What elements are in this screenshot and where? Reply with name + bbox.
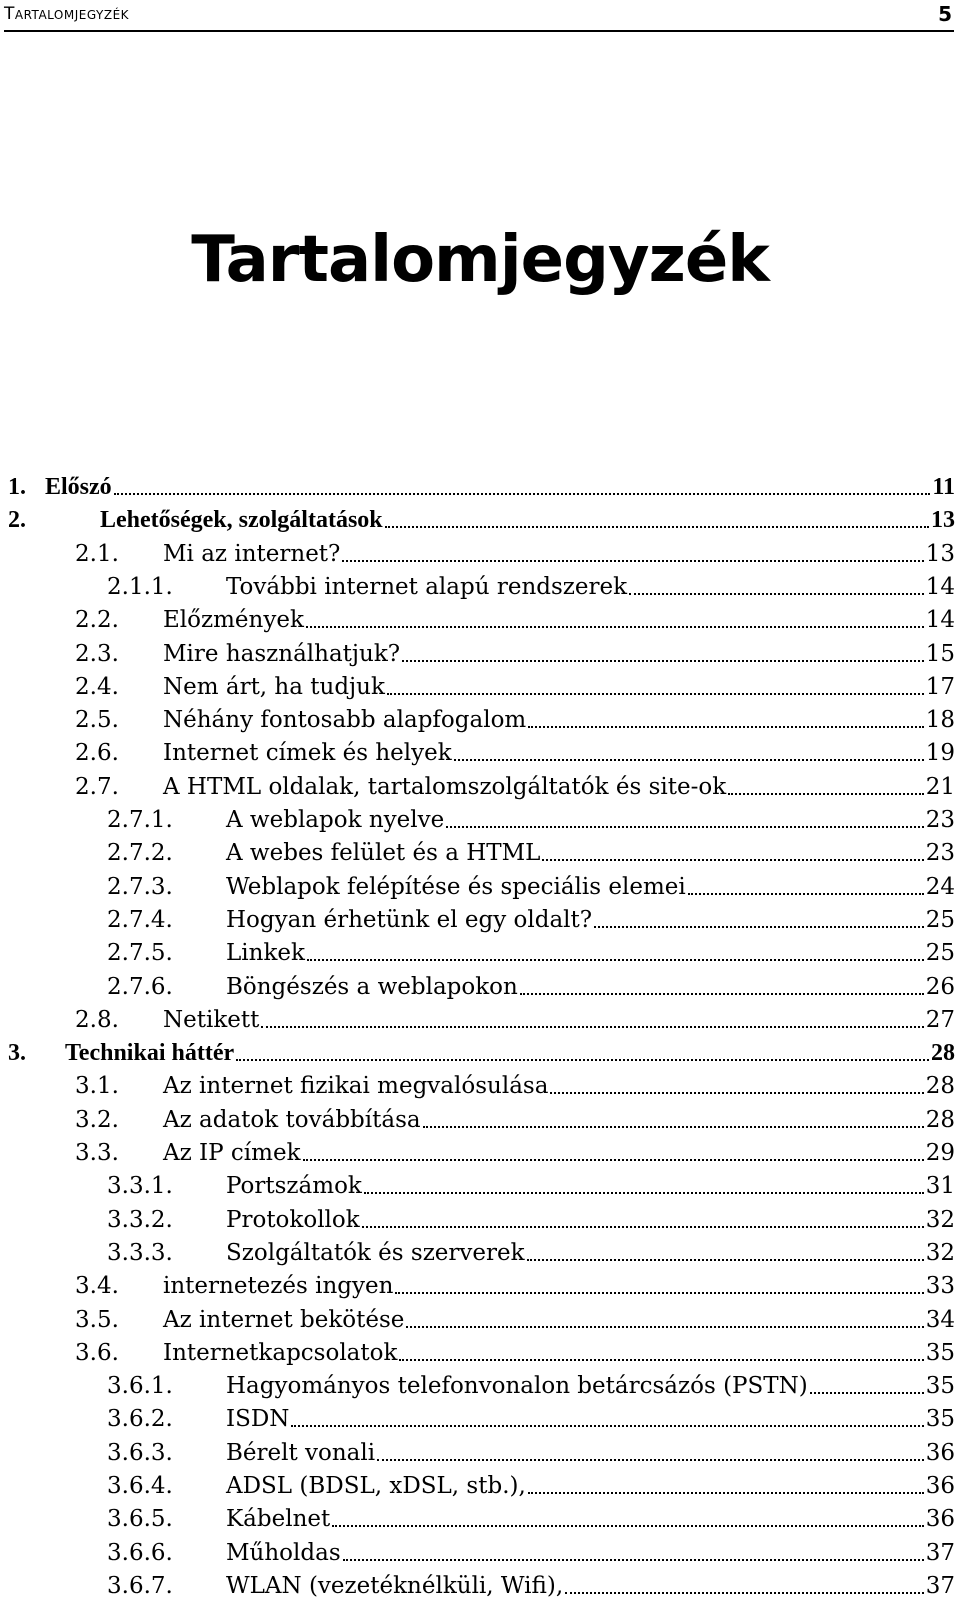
toc-entry-page: 17 bbox=[925, 673, 955, 700]
toc-dot-leader bbox=[550, 1092, 923, 1094]
toc-entry-number: 3.3.3. bbox=[107, 1239, 173, 1266]
toc-entry-title: Hogyan érhetünk el egy oldalt? bbox=[226, 906, 593, 933]
toc-entry-number: 3.6.7. bbox=[107, 1572, 173, 1599]
toc-entry-page: 19 bbox=[925, 740, 955, 767]
toc-entry-number: 2.3. bbox=[75, 640, 119, 667]
toc-dot-leader bbox=[362, 1226, 924, 1228]
toc-entry-number: 2. bbox=[8, 507, 26, 534]
toc-entry-title: Weblapok felépítése és speciális elemei bbox=[226, 873, 686, 900]
toc-entry-page: 25 bbox=[925, 906, 955, 933]
toc-entry[interactable] bbox=[75, 670, 955, 704]
toc-entry-number: 3.6.4. bbox=[107, 1473, 173, 1499]
toc-entry[interactable] bbox=[107, 803, 955, 837]
toc-entry-number: 2.2. bbox=[75, 607, 119, 634]
toc-entry[interactable] bbox=[107, 1236, 955, 1270]
toc-dot-leader bbox=[527, 1259, 924, 1261]
toc-entry-page: 14 bbox=[925, 607, 955, 634]
toc-entry[interactable] bbox=[8, 470, 955, 504]
toc-entry-page: 28 bbox=[925, 1106, 955, 1133]
toc-entry[interactable] bbox=[107, 1169, 955, 1203]
toc-entry[interactable] bbox=[107, 1369, 955, 1403]
toc-dot-leader bbox=[594, 926, 924, 928]
toc-entry[interactable] bbox=[75, 770, 955, 804]
toc-entry-number: 2.6. bbox=[75, 740, 119, 767]
toc-dot-leader bbox=[728, 793, 924, 795]
toc-entry[interactable] bbox=[75, 736, 955, 770]
toc-dot-leader bbox=[446, 826, 924, 828]
toc-dot-leader bbox=[399, 1359, 923, 1361]
toc-dot-leader bbox=[291, 1425, 923, 1427]
toc-entry-page: 32 bbox=[925, 1239, 955, 1266]
toc-entry[interactable] bbox=[107, 936, 955, 970]
toc-dot-leader bbox=[306, 626, 924, 628]
toc-dot-leader bbox=[810, 1392, 924, 1394]
toc-entry-number: 3.1. bbox=[75, 1073, 119, 1100]
toc-entry[interactable] bbox=[8, 1036, 955, 1070]
toc-entry-number: 3.4. bbox=[75, 1273, 119, 1300]
toc-entry-title: A webes felület és a HTML bbox=[226, 840, 541, 867]
toc-dot-leader bbox=[377, 1459, 924, 1461]
toc-entry-title: Az internet bekötése bbox=[163, 1306, 405, 1333]
toc-entry-title: internetezés ingyen bbox=[163, 1273, 394, 1300]
toc-dot-leader bbox=[364, 1192, 924, 1194]
toc-entry-page: 37 bbox=[925, 1572, 955, 1599]
toc-entry[interactable] bbox=[75, 1003, 955, 1037]
toc-entry-number: 2.1.1. bbox=[107, 573, 173, 600]
toc-entry[interactable] bbox=[107, 1469, 955, 1503]
toc-entry-title: Technikai háttér bbox=[65, 1040, 235, 1067]
toc-entry-number: 3.3.2. bbox=[107, 1206, 173, 1233]
toc-dot-leader bbox=[402, 660, 924, 662]
toc-dot-leader bbox=[307, 959, 924, 961]
toc-dot-leader bbox=[629, 593, 924, 595]
toc-entry-page: 35 bbox=[925, 1406, 955, 1433]
toc-entry-page: 23 bbox=[925, 840, 955, 867]
toc-entry-title: Böngészés a weblapokon bbox=[226, 973, 518, 1000]
toc-entry-number: 2.7.4. bbox=[107, 906, 173, 933]
toc-dot-leader bbox=[542, 859, 923, 861]
toc-entry-title: Protokollok bbox=[226, 1206, 360, 1233]
toc-entry-page: 36 bbox=[925, 1439, 955, 1466]
toc-dot-leader bbox=[385, 526, 929, 528]
toc-entry[interactable] bbox=[107, 836, 955, 870]
toc-entry-page: 26 bbox=[925, 973, 955, 1000]
toc-dot-leader bbox=[520, 993, 924, 995]
toc-dot-leader bbox=[261, 1026, 923, 1028]
toc-entry-number: 3.2. bbox=[75, 1106, 119, 1133]
toc-entry-page: 24 bbox=[925, 873, 955, 900]
toc-entry-title: Linkek bbox=[226, 940, 305, 967]
page-title: Tartalomjegyzék bbox=[191, 223, 769, 297]
toc-entry-number: 2.5. bbox=[75, 707, 119, 734]
toc-entry-page: 36 bbox=[925, 1506, 955, 1533]
toc-dot-leader bbox=[343, 1559, 924, 1561]
toc-entry-number: 3.6.1. bbox=[107, 1373, 173, 1400]
toc-entry-number: 3.6. bbox=[75, 1339, 119, 1366]
toc-entry-number: 3.6.6. bbox=[107, 1539, 173, 1566]
toc-entry[interactable] bbox=[75, 1336, 955, 1370]
running-header-page-number: 5 bbox=[938, 2, 952, 26]
toc-dot-leader bbox=[423, 1126, 924, 1128]
toc-entry-number: 3.3.1. bbox=[107, 1173, 173, 1200]
toc-entry-number: 2.7.6. bbox=[107, 973, 173, 1000]
toc-dot-leader bbox=[236, 1059, 929, 1061]
toc-entry-title: Műholdas bbox=[226, 1539, 341, 1566]
toc-entry[interactable] bbox=[107, 1436, 955, 1470]
toc-entry[interactable] bbox=[75, 1136, 955, 1170]
toc-dot-leader bbox=[528, 1492, 924, 1494]
toc-entry-title: Az internet fizikai megvalósulása bbox=[163, 1073, 549, 1100]
toc-entry-page: 37 bbox=[925, 1539, 955, 1566]
toc-entry-number: 3. bbox=[8, 1040, 26, 1067]
toc-entry-title: Mi az internet? bbox=[163, 540, 341, 567]
toc-dot-leader bbox=[688, 893, 924, 895]
toc-entry-page: 28 bbox=[925, 1073, 955, 1100]
toc-entry-page: 29 bbox=[925, 1140, 955, 1166]
toc-entry-number: 2.7.5. bbox=[107, 940, 173, 967]
toc-dot-leader bbox=[342, 560, 923, 562]
toc-dot-leader bbox=[454, 759, 924, 761]
toc-entry-page: 27 bbox=[925, 1006, 955, 1033]
toc-entry-number: 2.7.3. bbox=[107, 873, 173, 900]
toc-entry-title: Internet címek és helyek bbox=[163, 740, 452, 767]
toc-entry[interactable] bbox=[75, 603, 955, 637]
toc-entry-page: 21 bbox=[925, 773, 955, 800]
toc-dot-leader bbox=[395, 1292, 923, 1294]
toc-entry[interactable] bbox=[75, 1269, 955, 1303]
toc-entry-title: WLAN (vezetéknélküli, Wifi), bbox=[226, 1572, 564, 1599]
toc-entry[interactable] bbox=[75, 1103, 955, 1137]
toc-entry[interactable] bbox=[107, 1203, 955, 1237]
toc-entry[interactable] bbox=[107, 1536, 955, 1570]
toc-dot-leader bbox=[406, 1326, 923, 1328]
toc-entry-title: Az IP címek bbox=[163, 1140, 301, 1166]
toc-dot-leader bbox=[387, 693, 924, 695]
toc-entry-page: 15 bbox=[925, 640, 955, 667]
toc-entry-page: 31 bbox=[925, 1173, 955, 1200]
toc-entry-title: Netikett bbox=[163, 1006, 260, 1033]
toc-entry[interactable] bbox=[107, 1569, 955, 1603]
running-header-title: Tartalomjegyzék bbox=[4, 4, 130, 24]
toc-entry-title: Mire használhatjuk? bbox=[163, 640, 401, 667]
toc-entry-number: 2.7.2. bbox=[107, 840, 173, 867]
toc-entry-page: 23 bbox=[925, 807, 955, 833]
toc-entry-title: Előszó bbox=[45, 474, 112, 500]
toc-dot-leader bbox=[332, 1525, 923, 1527]
toc-entry[interactable] bbox=[75, 1069, 955, 1103]
toc-entry-title: ADSL (BDSL, xDSL, stb.), bbox=[226, 1473, 526, 1499]
toc-entry-number: 3.6.5. bbox=[107, 1506, 173, 1533]
toc-entry-title: A weblapok nyelve bbox=[226, 807, 445, 833]
toc-entry-title: Nem árt, ha tudjuk bbox=[163, 673, 385, 700]
toc-entry-title: További internet alapú rendszerek bbox=[226, 573, 628, 600]
toc-entry-number: 2.7.1. bbox=[107, 807, 173, 833]
toc-entry-page: 36 bbox=[925, 1473, 955, 1499]
toc-entry[interactable] bbox=[107, 1402, 955, 1436]
toc-entry-page: 11 bbox=[932, 474, 955, 500]
running-header bbox=[4, 2, 954, 32]
toc-entry[interactable] bbox=[75, 637, 955, 671]
toc-entry[interactable] bbox=[75, 703, 955, 737]
toc-entry-title: Kábelnet bbox=[226, 1506, 331, 1533]
toc-entry-title: Néhány fontosabb alapfogalom bbox=[163, 707, 527, 734]
toc-entry-title: A HTML oldalak, tartalomszolgáltatók és site-ok bbox=[163, 773, 727, 800]
toc-entry-title: Portszámok bbox=[226, 1173, 362, 1200]
toc-entry-number: 2.7. bbox=[75, 773, 119, 800]
toc-entry[interactable] bbox=[107, 970, 955, 1004]
toc-entry-number: 1. bbox=[8, 474, 26, 500]
toc-dot-leader bbox=[114, 493, 931, 495]
toc-entry[interactable] bbox=[75, 1303, 955, 1337]
toc-entry-page: 13 bbox=[925, 540, 955, 567]
toc-entry-page: 35 bbox=[925, 1373, 955, 1400]
toc-entry-number: 2.8. bbox=[75, 1006, 119, 1033]
toc-entry[interactable] bbox=[75, 537, 955, 571]
toc-entry-page: 14 bbox=[925, 573, 955, 600]
toc-entry-number: 3.3. bbox=[75, 1140, 119, 1166]
toc-entry-page: 34 bbox=[925, 1306, 955, 1333]
toc-entry-title: Szolgáltatók és szerverek bbox=[226, 1239, 525, 1266]
toc-entry-title: Az adatok továbbítása bbox=[163, 1106, 421, 1133]
toc-entry[interactable] bbox=[107, 570, 955, 604]
toc-entry-page: 25 bbox=[925, 940, 955, 967]
toc-entry-page: 32 bbox=[925, 1206, 955, 1233]
toc-entry-number: 3.6.2. bbox=[107, 1406, 173, 1433]
toc-entry-title: Előzmények bbox=[163, 607, 304, 634]
toc-entry[interactable] bbox=[8, 503, 955, 537]
toc-entry-title: Internetkapcsolatok bbox=[163, 1339, 398, 1366]
toc-entry-title: ISDN bbox=[226, 1406, 290, 1433]
toc-dot-leader bbox=[303, 1159, 924, 1161]
toc-entry-page: 28 bbox=[931, 1040, 955, 1067]
toc-entry[interactable] bbox=[107, 870, 955, 904]
toc-entry-title: Hagyományos telefonvonalon betárcsázós (PSTN) bbox=[226, 1373, 808, 1400]
toc-entry[interactable] bbox=[107, 903, 955, 937]
toc-entry-number: 3.6.3. bbox=[107, 1439, 173, 1466]
toc-entry-number: 3.5. bbox=[75, 1306, 119, 1333]
toc-entry-page: 18 bbox=[925, 707, 955, 734]
toc-entry-number: 2.4. bbox=[75, 673, 119, 700]
toc-entry-page: 13 bbox=[931, 507, 955, 534]
toc-entry-page: 35 bbox=[925, 1339, 955, 1366]
toc-entry-number: 2.1. bbox=[75, 540, 119, 567]
toc-entry-title: Bérelt vonali bbox=[226, 1439, 376, 1466]
toc-entry[interactable] bbox=[107, 1502, 955, 1536]
toc-dot-leader bbox=[528, 726, 923, 728]
toc-entry-page: 33 bbox=[925, 1273, 955, 1300]
toc-entry-title: Lehetőségek, szolgáltatások bbox=[100, 507, 383, 534]
toc-dot-leader bbox=[565, 1592, 924, 1594]
